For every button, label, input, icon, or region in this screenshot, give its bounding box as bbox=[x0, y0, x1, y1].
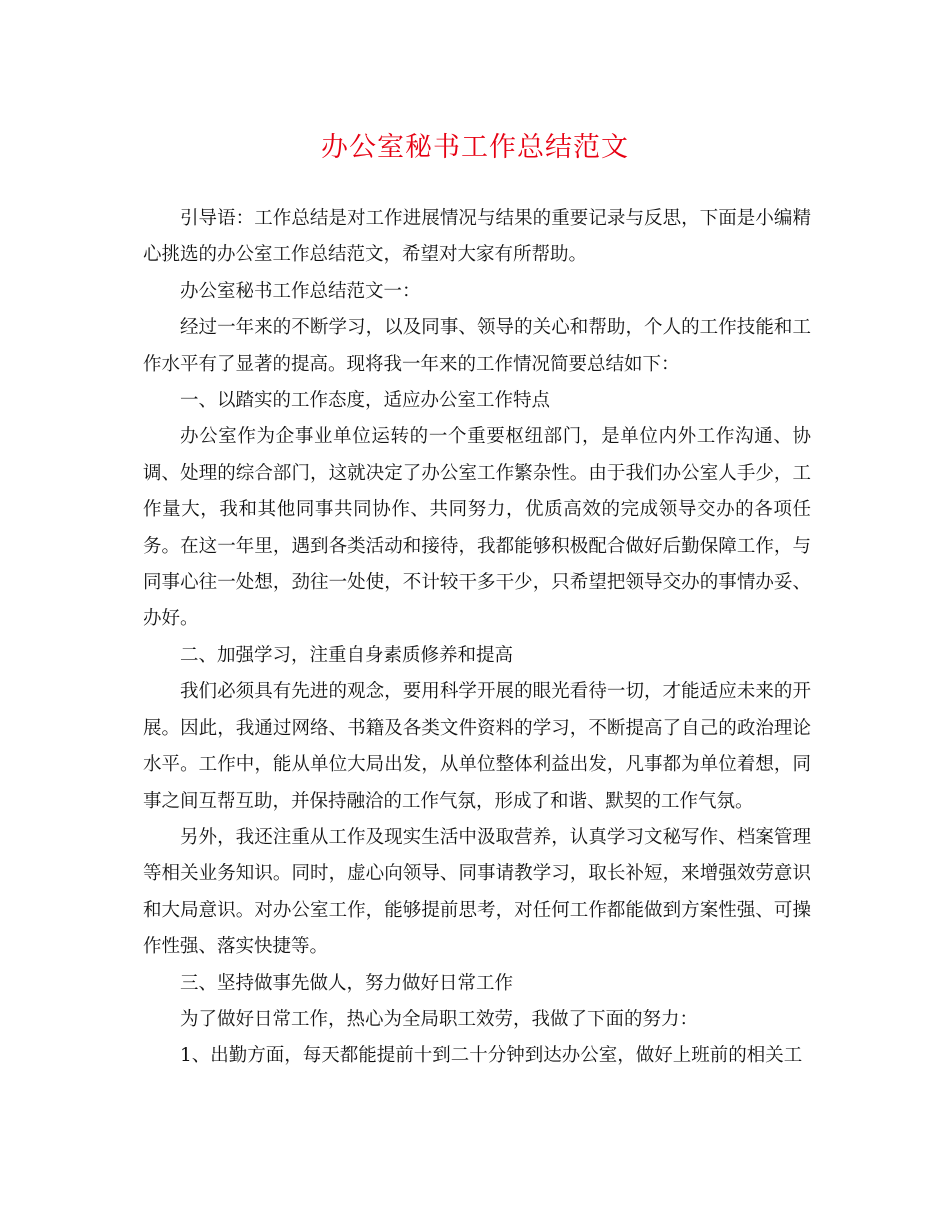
paragraph-intro: 引导语：工作总结是对工作进展情况与结果的重要记录与反思，下面是小编精心挑选的办公室工作总结范文，希望对大家有所帮助。 bbox=[143, 208, 811, 266]
paragraph-overview: 经过一年来的不断学习，以及同事、领导的关心和帮助，个人的工作技能和工作水平有了显著的提高。现将我一年来的工作情况简要总结如下： bbox=[143, 317, 811, 375]
paragraph-section-3-intro: 为了做好日常工作，热心为全局职工效劳，我做了下面的努力： bbox=[180, 1008, 699, 1030]
document-body bbox=[143, 201, 811, 1075]
document-title: 办公室秘书工作总结范文 bbox=[321, 132, 629, 163]
paragraph-sample-heading: 办公室秘书工作总结范文一： bbox=[180, 280, 421, 302]
paragraph-item-1: 1、出勤方面，每天都能提前十到二十分钟到达办公室，做好上班前的相关工 bbox=[180, 1045, 803, 1067]
paragraph-section-2a: 我们必须具有先进的观念，要用科学开展的眼光看待一切，才能适应未来的开展。因此，我通过网络、书籍及各类文件资料的学习，不断提高了自己的政治理论水平。工作中，能从单位大局出发，从单位整体利益出发，凡事都为单位着想，同事之间互帮互助，并保持融洽的工作气氛，形成了和谐、默契的工作气氛。 bbox=[143, 681, 811, 812]
section-heading-1: 一、以踏实的工作态度，适应办公室工作特点 bbox=[180, 390, 551, 412]
section-heading-2: 二、加强学习，注重自身素质修养和提高 bbox=[180, 644, 514, 666]
section-heading-3: 三、坚持做事先做人，努力做好日常工作 bbox=[180, 972, 514, 994]
paragraph-section-1: 办公室作为企事业单位运转的一个重要枢纽部门，是单位内外工作沟通、协调、处理的综合部门，这就决定了办公室工作繁杂性。由于我们办公室人手少，工作量大，我和其他同事共同协作、共同努力，优质高效的完成领导交办的各项任务。在这一年里，遇到各类活动和接待，我都能够积极配合做好后勤保障工作，与同事心往一处想，劲往一处使，不计较干多干少，只希望把领导交办的事情办妥、办好。 bbox=[143, 426, 811, 630]
paragraph-section-2b: 另外，我还注重从工作及现实生活中汲取营养，认真学习文秘写作、档案管理等相关业务知识。同时，虚心向领导、同事请教学习，取长补短，来增强效劳意识和大局意识。对办公室工作，能够提前思考，对任何工作都能做到方案性强、可操作性强、落实快捷等。 bbox=[143, 826, 811, 958]
